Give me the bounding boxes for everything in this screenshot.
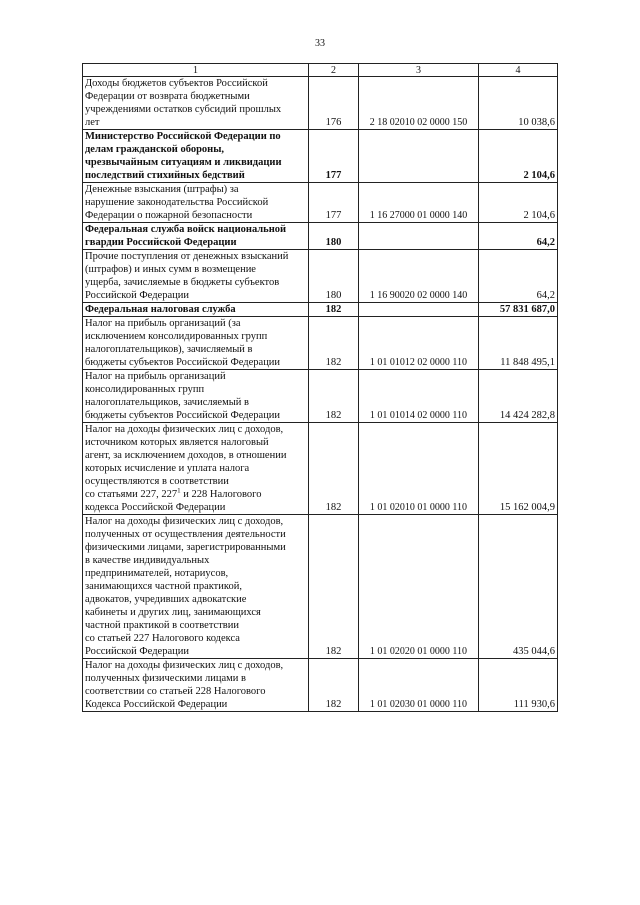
header-col-3: 3 (359, 64, 479, 77)
row-admin-code: 182 (309, 303, 359, 317)
row-name-line: Федеральная служба войск национальной (85, 224, 287, 235)
row-budget-code: 1 01 02030 01 0000 110 (359, 659, 479, 712)
row-name-line: кодекса Российской Федерации (85, 502, 226, 513)
row-name-line: со статьей 227 Налогового кодекса (85, 633, 240, 644)
row-name-line: полученных физическими лицами в (85, 673, 246, 684)
row-name-cell (83, 515, 309, 659)
row-budget-code (359, 303, 479, 317)
row-amount: 64,2 (479, 250, 558, 303)
row-name-line: в качестве индивидуальных (85, 555, 210, 566)
row-name-line: Российской Федерации (85, 290, 189, 301)
superscript: 1 (177, 488, 181, 495)
row-name-line: осуществляются в соответствии (85, 476, 229, 487)
row-name-line: Доходы бюджетов субъектов Российской (85, 78, 268, 89)
page-number: 33 (315, 38, 325, 49)
row-name-cell (83, 423, 309, 515)
header-col-4: 4 (479, 64, 558, 77)
row-admin-code: 182 (309, 317, 359, 370)
row-amount: 15 162 004,9 (479, 423, 558, 515)
table-body (83, 77, 558, 712)
row-name-line: источником которых является налоговый (85, 437, 269, 448)
row-name-line: гвардии Российской Федерации (85, 237, 237, 248)
row-name-line: Налог на доходы физических лиц с доходов, (85, 516, 284, 527)
row-amount: 2 104,6 (479, 183, 558, 223)
row-name-line: предпринимателей, нотариусов, (85, 568, 229, 579)
header-col-2: 2 (309, 64, 359, 77)
row-name-line: налогоплательщиков), зачисляемый в (85, 344, 253, 355)
row-name-line: исключением консолидированных групп (85, 331, 268, 342)
table-row (83, 515, 558, 659)
header-col-1: 1 (83, 64, 309, 77)
row-name-line: кабинеты и других лиц, занимающихся (85, 607, 261, 618)
row-name-cell (83, 183, 309, 223)
row-name-cell (83, 370, 309, 423)
row-amount: 57 831 687,0 (479, 303, 558, 317)
table-row (83, 423, 558, 515)
row-amount: 111 930,6 (479, 659, 558, 712)
row-name-line: занимающихся частной практикой, (85, 581, 242, 592)
row-name-line: чрезвычайным ситуациям и ликвидации (85, 157, 282, 168)
row-name-line: учреждениями остатков субсидий прошлых (85, 104, 282, 115)
row-admin-code: 182 (309, 515, 359, 659)
revenue-table (82, 63, 558, 712)
row-admin-code: 176 (309, 77, 359, 130)
row-budget-code (359, 223, 479, 250)
table-row (83, 77, 558, 130)
row-name-line: лет (85, 117, 100, 128)
row-admin-code: 177 (309, 130, 359, 183)
row-budget-code: 2 18 02010 02 0000 150 (359, 77, 479, 130)
row-name-line: соответствии со статьей 228 Налогового (85, 686, 266, 697)
row-budget-code: 1 16 27000 01 0000 140 (359, 183, 479, 223)
table-row (83, 659, 558, 712)
row-amount: 2 104,6 (479, 130, 558, 183)
row-budget-code: 1 16 90020 02 0000 140 (359, 250, 479, 303)
row-name-line: Федерации от возврата бюджетными (85, 91, 250, 102)
row-name-line: Федерации о пожарной безопасности (85, 210, 253, 221)
row-admin-code: 182 (309, 659, 359, 712)
row-amount: 10 038,6 (479, 77, 558, 130)
row-name-line: Министерство Российской Федерации по (85, 131, 281, 142)
row-name-line: физическими лицами, зарегистрированными (85, 542, 286, 553)
row-name-cell (83, 303, 309, 317)
table-row (83, 223, 558, 250)
row-name-line: (штрафов) и иных сумм в возмещение (85, 264, 256, 275)
row-amount: 435 044,6 (479, 515, 558, 659)
row-admin-code: 182 (309, 370, 359, 423)
row-admin-code: 182 (309, 423, 359, 515)
row-name-cell (83, 130, 309, 183)
row-amount: 11 848 495,1 (479, 317, 558, 370)
table-row (83, 130, 558, 183)
row-admin-code: 177 (309, 183, 359, 223)
table-row (83, 303, 558, 317)
row-budget-code: 1 01 01012 02 0000 110 (359, 317, 479, 370)
table-row (83, 250, 558, 303)
table-row (83, 183, 558, 223)
row-name-line: агент, за исключением доходов, в отношении (85, 450, 287, 461)
row-name-line: консолидированных групп (85, 384, 205, 395)
row-name-line: Налог на доходы физических лиц с доходов, (85, 424, 284, 435)
row-amount: 64,2 (479, 223, 558, 250)
row-name-line: полученных от осуществления деятельности (85, 529, 286, 540)
row-name-line: бюджеты субъектов Российской Федерации (85, 357, 281, 368)
table-header-row (83, 64, 558, 77)
row-admin-code: 180 (309, 250, 359, 303)
row-name-cell (83, 659, 309, 712)
row-name-line: нарушение законодательства Российской (85, 197, 269, 208)
row-name-line: Налог на прибыль организаций (85, 371, 226, 382)
row-name-line: ущерба, зачисляемые в бюджеты субъектов (85, 277, 280, 288)
row-name-line: Денежные взыскания (штрафы) за (85, 184, 239, 195)
row-name-cell (83, 77, 309, 130)
row-admin-code: 180 (309, 223, 359, 250)
row-name-line (85, 488, 306, 501)
row-name-line: делам гражданской обороны, (85, 144, 225, 155)
row-budget-code: 1 01 02020 01 0000 110 (359, 515, 479, 659)
row-name-line: Российской Федерации (85, 646, 189, 657)
row-name-line: Налог на прибыль организаций (за (85, 318, 241, 329)
table-row (83, 317, 558, 370)
row-name-line: частной практикой в соответствии (85, 620, 239, 631)
row-budget-code: 1 01 02010 01 0000 110 (359, 423, 479, 515)
row-name-line: Прочие поступления от денежных взысканий (85, 251, 289, 262)
table-row (83, 370, 558, 423)
row-name-text: со статьями 227, 227 (85, 489, 178, 500)
row-name-line: последствий стихийных бедствий (85, 170, 245, 181)
row-name-line: которых исчисление и уплата налога (85, 463, 250, 474)
row-name-line: Налог на доходы физических лиц с доходов, (85, 660, 284, 671)
row-name-text: и 228 Налогового (180, 489, 262, 500)
row-name-cell (83, 223, 309, 250)
row-budget-code: 1 01 01014 02 0000 110 (359, 370, 479, 423)
row-name-line: Федеральная налоговая служба (85, 304, 236, 315)
row-name-line: бюджеты субъектов Российской Федерации (85, 410, 281, 421)
row-budget-code (359, 130, 479, 183)
row-name-cell (83, 317, 309, 370)
row-amount: 14 424 282,8 (479, 370, 558, 423)
row-name-line: Кодекса Российской Федерации (85, 699, 228, 710)
row-name-line: налогоплательщиков, зачисляемый в (85, 397, 249, 408)
row-name-line: адвокатов, учредивших адвокатские (85, 594, 247, 605)
row-name-cell (83, 250, 309, 303)
